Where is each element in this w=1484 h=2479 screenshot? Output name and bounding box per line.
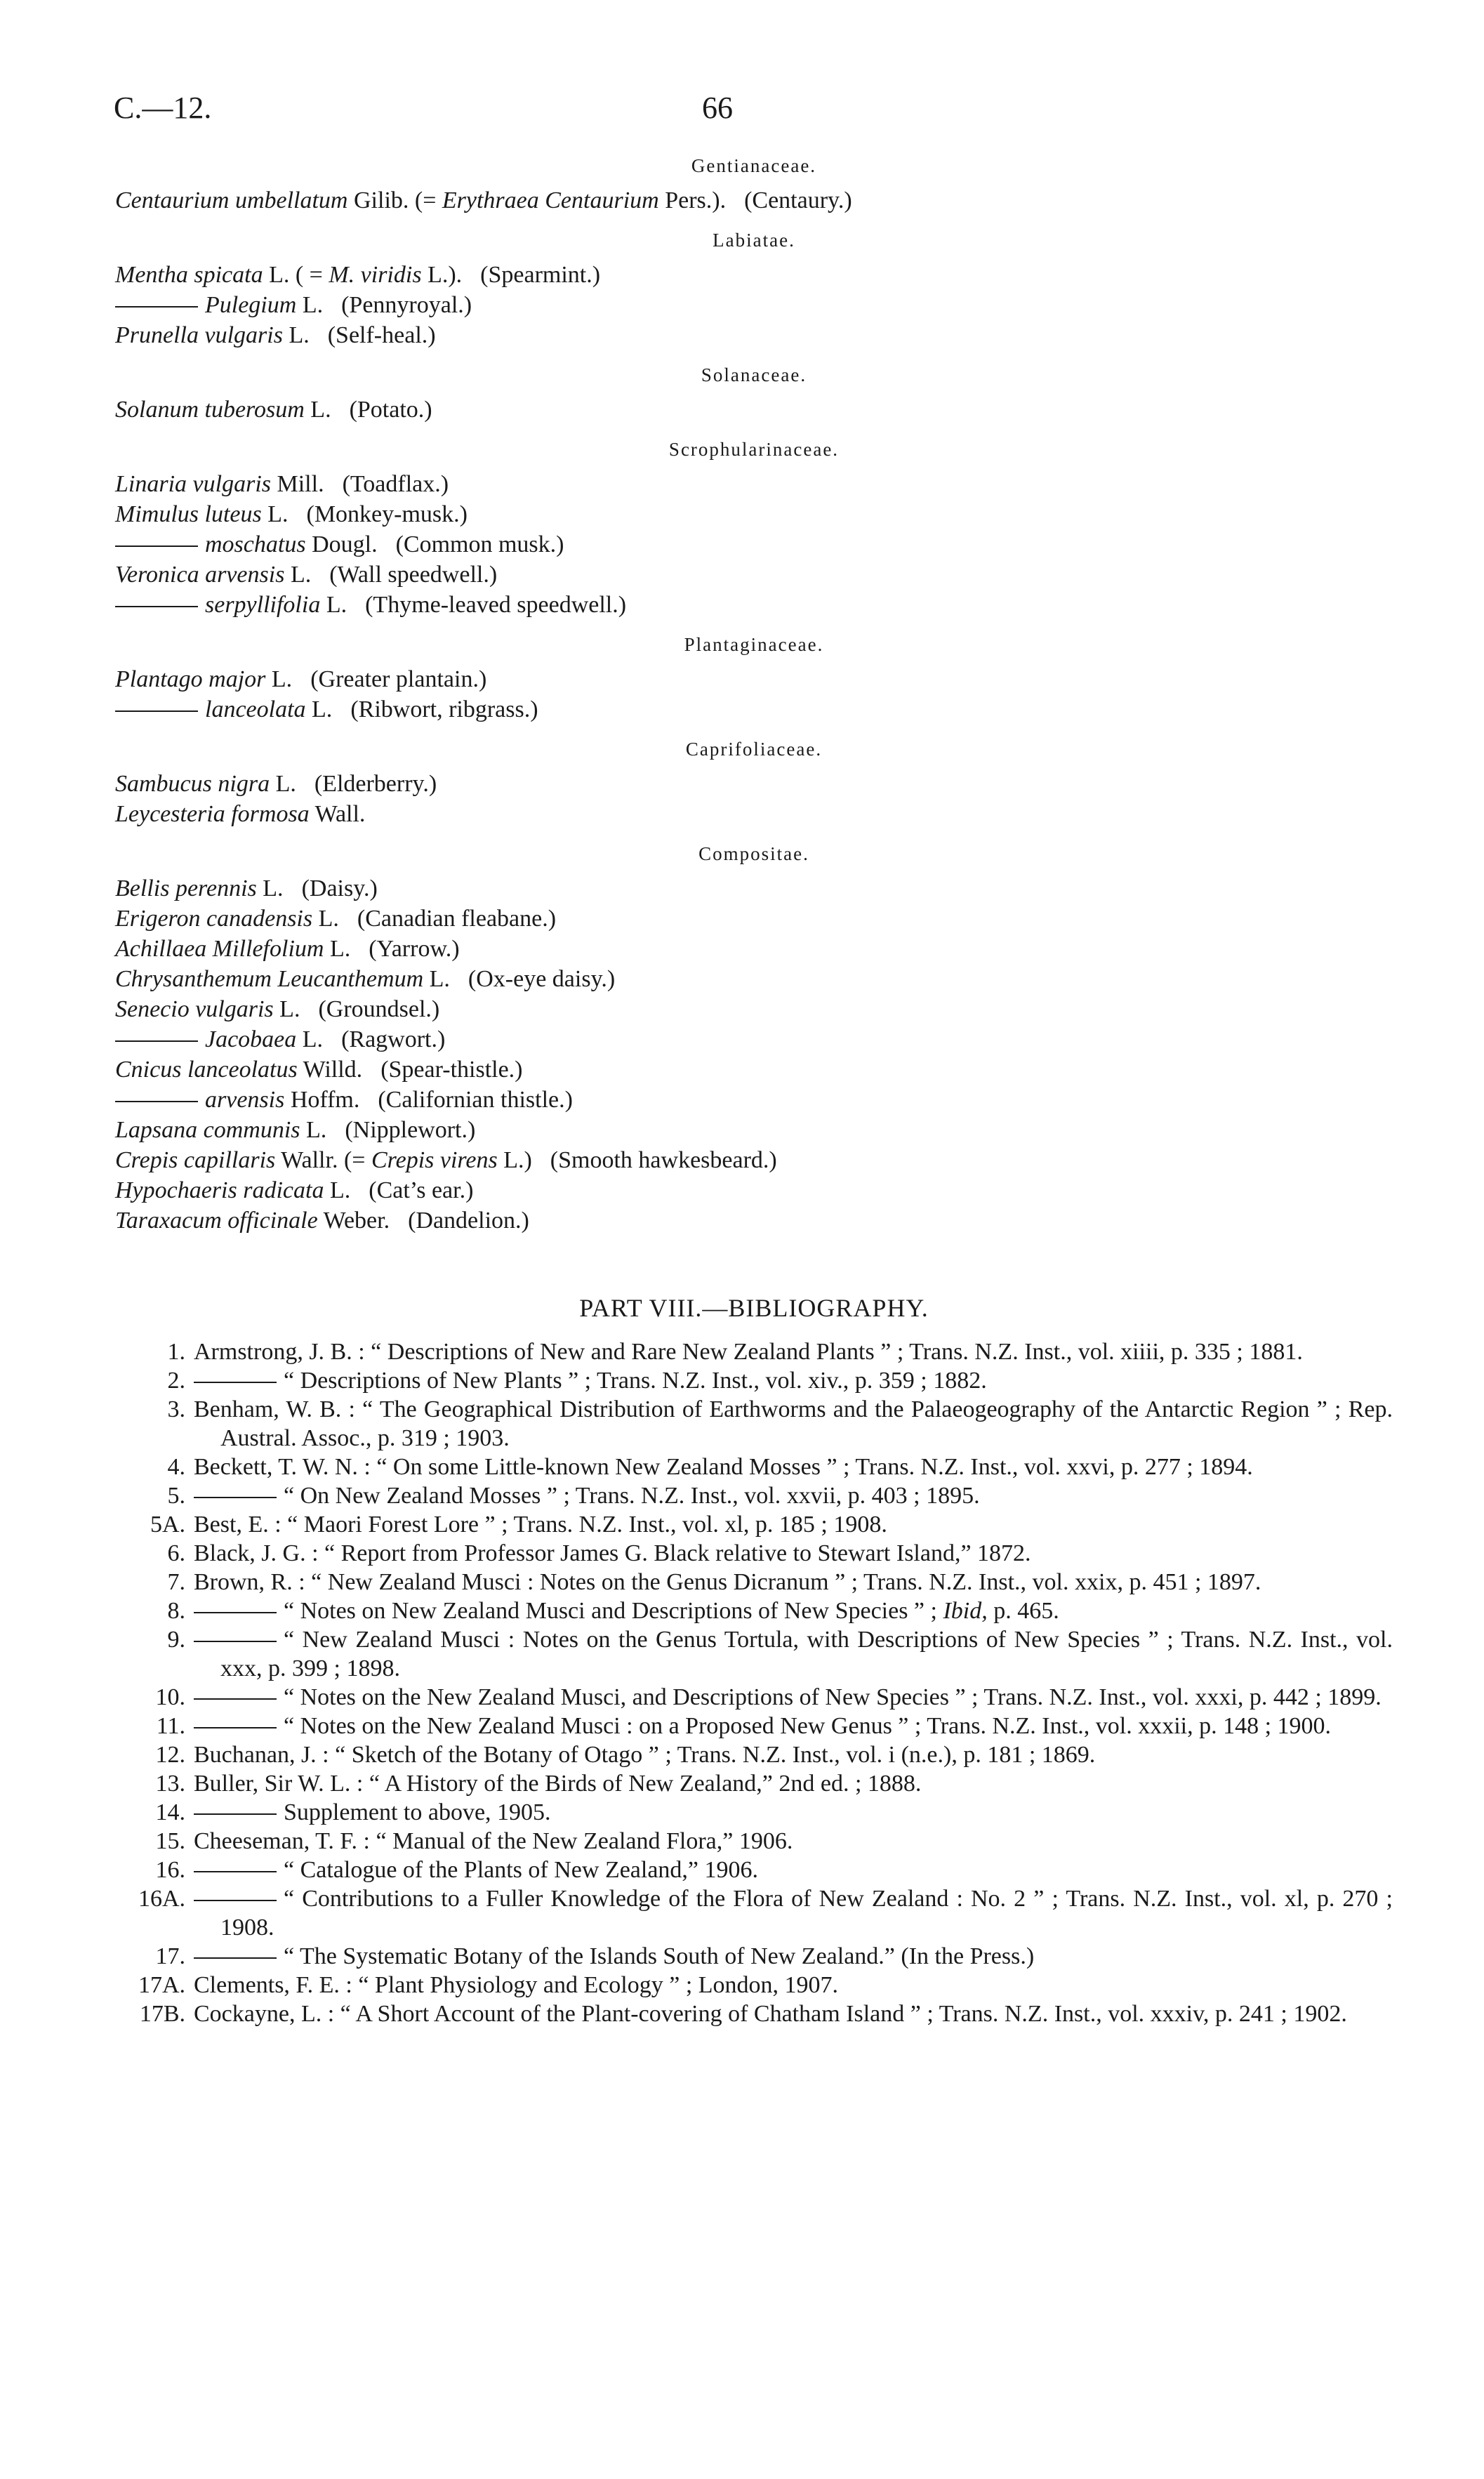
entry-number: 3. bbox=[167, 1396, 185, 1422]
plant-entry bbox=[115, 529, 1393, 560]
common-name: (Spearmint.) bbox=[480, 262, 601, 288]
entry-number: 2. bbox=[167, 1368, 185, 1394]
entry-text bbox=[194, 1366, 1393, 1395]
entry-number: 4. bbox=[167, 1454, 185, 1480]
plant-synonym: Crepis virens bbox=[371, 1147, 498, 1173]
citation-text: Cheeseman, T. F. : “ Manual of the New Zealand Flora,” 1906. bbox=[194, 1828, 793, 1854]
entry-number: 7. bbox=[167, 1569, 185, 1595]
entry-text bbox=[194, 1740, 1393, 1769]
entry-text bbox=[194, 1337, 1393, 1366]
plant-entry bbox=[115, 290, 1393, 320]
plant-author: L. bbox=[267, 501, 289, 527]
plant-genus: Cnicus bbox=[115, 1057, 182, 1083]
plant-genus: Lapsana bbox=[115, 1117, 198, 1143]
plant-epithet: lanceolata bbox=[205, 696, 306, 722]
plant-epithet: spicata bbox=[194, 262, 263, 288]
common-name: (Dandelion.) bbox=[408, 1208, 529, 1234]
citation-text: “ Contributions to a Fuller Knowledge of the Flora of New Zealand : No. 2 ” ; Trans. N.Z. Inst., vol. xl, p. 270 ; 1908. bbox=[220, 1886, 1393, 1941]
plant-genus: Chrysanthemum bbox=[115, 966, 272, 992]
plant-epithet: canadensis bbox=[206, 906, 313, 932]
common-name: (Toadflax.) bbox=[342, 471, 449, 497]
bibliography-entry bbox=[115, 1453, 1393, 1481]
plant-author: L. bbox=[429, 966, 450, 992]
plant-entry bbox=[115, 1085, 1393, 1115]
citation-ibid: Ibid, bbox=[943, 1598, 988, 1624]
plant-author: L. bbox=[279, 996, 300, 1022]
plant-author: L. bbox=[329, 936, 351, 962]
plant-epithet: arvensis bbox=[205, 562, 285, 588]
plant-epithet: Leucanthemum bbox=[277, 966, 424, 992]
bibliography-entry bbox=[115, 1712, 1393, 1740]
repeat-author-dash bbox=[194, 1813, 277, 1815]
common-name: (Common musk.) bbox=[395, 531, 564, 557]
plant-entry bbox=[115, 664, 1393, 694]
entry-number: 17. bbox=[155, 1943, 185, 1969]
bibliography-entry bbox=[115, 1481, 1393, 1510]
plant-genus: Taraxacum bbox=[115, 1208, 222, 1234]
plant-families bbox=[115, 151, 1393, 1236]
entry-number: 9. bbox=[167, 1627, 185, 1653]
plant-genus: Prunella bbox=[115, 322, 199, 348]
plant-epithet: nigra bbox=[218, 771, 270, 797]
plant-entry bbox=[115, 499, 1393, 529]
plant-epithet: communis bbox=[203, 1117, 300, 1143]
bibliography-list bbox=[115, 1337, 1393, 2028]
citation-text: “ Catalogue of the Plants of New Zealand,” 1906. bbox=[284, 1857, 759, 1883]
entry-text bbox=[194, 1827, 1393, 1856]
plant-author: Dougl. bbox=[312, 531, 378, 557]
plant-epithet: tuberosum bbox=[204, 397, 305, 423]
plant-genus: Mentha bbox=[115, 262, 188, 288]
common-name: (Thyme-leaved speedwell.) bbox=[365, 592, 627, 618]
repeat-dash bbox=[115, 1101, 198, 1102]
plant-entry bbox=[115, 1175, 1393, 1205]
plant-genus: Bellis bbox=[115, 875, 170, 901]
plant-entry bbox=[115, 934, 1393, 964]
plant-author: L. bbox=[275, 771, 296, 797]
plant-genus: Achillaea bbox=[115, 936, 207, 962]
entry-text bbox=[194, 1510, 1393, 1539]
plant-epithet: formosa bbox=[231, 801, 310, 827]
entry-number: 15. bbox=[155, 1828, 185, 1854]
citation-text: Buller, Sir W. L. : “ A History of the Birds of New Zealand,” 2nd ed. ; 1888. bbox=[194, 1771, 922, 1797]
plant-epithet: capillaris bbox=[183, 1147, 276, 1173]
citation-text: “ The Systematic Botany of the Islands South of New Zealand.” (In the Press.) bbox=[284, 1943, 1035, 1969]
plant-genus: Senecio bbox=[115, 996, 190, 1022]
bibliography-entry bbox=[115, 1510, 1393, 1539]
entry-number: 17B. bbox=[139, 2001, 185, 2027]
plant-entry bbox=[115, 1205, 1393, 1236]
citation-text: Best, E. : “ Maori Forest Lore ” ; Trans. N.Z. Inst., vol. xl, p. 185 ; 1908. bbox=[194, 1512, 887, 1538]
entry-text bbox=[194, 1481, 1393, 1510]
entry-text bbox=[194, 1884, 1393, 1942]
entry-text bbox=[194, 1798, 1393, 1827]
plant-epithet: Jacobaea bbox=[205, 1026, 297, 1052]
bibliography-entry bbox=[115, 1683, 1393, 1712]
bibliography-entry bbox=[115, 1539, 1393, 1568]
entry-text bbox=[194, 1942, 1393, 1971]
family-heading: Solanaceae. bbox=[701, 364, 807, 385]
citation-text: “ Notes on New Zealand Musci and Descriptions of New Species ” ; bbox=[284, 1598, 937, 1624]
page-number: 66 bbox=[702, 91, 733, 125]
bibliography-entry bbox=[115, 1971, 1393, 1999]
plant-author: Mill. bbox=[277, 471, 324, 497]
common-name: (Potato.) bbox=[349, 397, 432, 423]
entry-text bbox=[194, 1712, 1393, 1740]
plant-author: Hoffm. bbox=[290, 1087, 360, 1113]
plant-epithet: vulgaris bbox=[192, 471, 271, 497]
entry-text bbox=[194, 1683, 1393, 1712]
entry-number: 17A. bbox=[138, 1972, 185, 1998]
entry-text bbox=[194, 1856, 1393, 1884]
citation-text: Clements, F. E. : “ Plant Physiology and Ecology ” ; London, 1907. bbox=[194, 1972, 839, 1998]
plant-author: L. bbox=[263, 875, 284, 901]
plant-entry bbox=[115, 560, 1393, 590]
entry-text bbox=[194, 1539, 1393, 1568]
plant-genus: Centaurium bbox=[115, 187, 230, 213]
plant-epithet: luteus bbox=[204, 501, 262, 527]
bibliography-entry bbox=[115, 1597, 1393, 1625]
entry-number: 13. bbox=[155, 1771, 185, 1797]
plant-author: Wall. bbox=[314, 801, 366, 827]
bibliography-entry bbox=[115, 1798, 1393, 1827]
repeat-author-dash bbox=[194, 1698, 277, 1700]
plant-epithet: vulgaris bbox=[195, 996, 274, 1022]
common-name: (Yarrow.) bbox=[369, 936, 460, 962]
entry-text bbox=[194, 1971, 1393, 1999]
common-name: (Wall speedwell.) bbox=[329, 562, 498, 588]
plant-entry bbox=[115, 994, 1393, 1024]
repeat-dash bbox=[115, 1040, 198, 1042]
entry-text bbox=[194, 1625, 1393, 1683]
bibliography-entry bbox=[115, 1769, 1393, 1798]
plant-epithet: serpyllifolia bbox=[205, 592, 321, 618]
common-name: (Elderberry.) bbox=[314, 771, 437, 797]
citation-text: Supplement to above, 1905. bbox=[284, 1799, 551, 1825]
plant-epithet: lanceolatus bbox=[187, 1057, 298, 1083]
citation-text: Cockayne, L. : “ A Short Account of the Plant-covering of Chatham Island ” ; Trans. N.Z. Inst., vol. xxxiv, p. 241 ; 1902. bbox=[194, 2001, 1347, 2027]
plant-author: Weber. bbox=[323, 1208, 390, 1234]
entry-number: 11. bbox=[156, 1713, 185, 1739]
plant-author: L. bbox=[318, 906, 339, 932]
common-name: (Greater plantain.) bbox=[310, 666, 487, 692]
entry-text bbox=[194, 1395, 1393, 1453]
common-name: (Ox-eye daisy.) bbox=[468, 966, 616, 992]
common-name: (Smooth hawkesbeard.) bbox=[550, 1147, 777, 1173]
common-name: (Self-heal.) bbox=[327, 322, 436, 348]
repeat-dash bbox=[115, 306, 198, 308]
plant-synonym: Erythraea Centaurium bbox=[442, 187, 659, 213]
citation-text: “ On New Zealand Mosses ” ; Trans. N.Z. Inst., vol. xxvii, p. 403 ; 1895. bbox=[284, 1483, 980, 1509]
repeat-author-dash bbox=[194, 1641, 277, 1642]
plant-author: L. bbox=[289, 322, 310, 348]
plant-entry bbox=[115, 964, 1393, 994]
repeat-dash bbox=[115, 546, 198, 547]
plant-author: L. bbox=[302, 292, 324, 318]
bibliography-entry bbox=[115, 1884, 1393, 1942]
plant-author: L. bbox=[326, 592, 347, 618]
citation-text: “ Notes on the New Zealand Musci, and Descriptions of New Species ” ; Trans. N.Z. Inst., vol. xxxi, p. 442 ; 1899. bbox=[284, 1684, 1382, 1710]
plant-epithet: radicata bbox=[243, 1177, 324, 1203]
citation-text: Beckett, T. W. N. : “ On some Little-known New Zealand Mosses ” ; Trans. N.Z. Inst., vol. xxvi, p. 277 ; 1894. bbox=[194, 1454, 1253, 1480]
entry-number: 6. bbox=[167, 1540, 185, 1566]
plant-entry bbox=[115, 1055, 1393, 1085]
citation-text: Brown, R. : “ New Zealand Musci : Notes on the Genus Dicranum ” ; Trans. N.Z. Inst., vol. xxix, p. 451 ; 1897. bbox=[194, 1569, 1261, 1595]
plant-entry bbox=[115, 185, 1393, 216]
plant-genus: Hypochaeris bbox=[115, 1177, 237, 1203]
repeat-dash bbox=[115, 710, 198, 712]
entry-number: 16A. bbox=[138, 1886, 185, 1912]
entry-text bbox=[194, 1769, 1393, 1798]
entry-number: 12. bbox=[155, 1742, 185, 1768]
plant-genus: Crepis bbox=[115, 1147, 178, 1173]
plant-epithet: arvensis bbox=[205, 1087, 285, 1113]
plant-genus: Solanum bbox=[115, 397, 199, 423]
plant-author: Wallr. (= bbox=[281, 1147, 366, 1173]
common-name: (Daisy.) bbox=[301, 875, 378, 901]
bibliography-entry bbox=[115, 1740, 1393, 1769]
citation-page: p. 465. bbox=[993, 1598, 1059, 1624]
bibliography-entry bbox=[115, 1568, 1393, 1597]
plant-entry bbox=[115, 769, 1393, 799]
plant-genus: Linaria bbox=[115, 471, 187, 497]
plant-author: L. bbox=[271, 666, 293, 692]
common-name: (Pennyroyal.) bbox=[341, 292, 472, 318]
plant-epithet: perennis bbox=[175, 875, 257, 901]
plant-author: L. bbox=[302, 1026, 324, 1052]
plant-author: L. bbox=[310, 397, 331, 423]
common-name: (Cat’s ear.) bbox=[369, 1177, 474, 1203]
plant-genus: Mimulus bbox=[115, 501, 199, 527]
family-heading: Plantaginaceae. bbox=[684, 634, 824, 655]
citation-text: “ Descriptions of New Plants ” ; Trans. N.Z. Inst., vol. xiv., p. 359 ; 1882. bbox=[284, 1368, 987, 1394]
bibliography-entry bbox=[115, 1625, 1393, 1683]
family-heading: Compositae. bbox=[698, 843, 809, 864]
repeat-dash bbox=[115, 606, 198, 607]
synonym-author: L.). bbox=[428, 262, 463, 288]
entry-number: 1. bbox=[167, 1339, 185, 1365]
plant-author: Gilib. (= bbox=[354, 187, 437, 213]
bibliography-entry bbox=[115, 1827, 1393, 1856]
plant-genus: Sambucus bbox=[115, 771, 212, 797]
plant-author: L. ( = bbox=[269, 262, 323, 288]
citation-text: “ New Zealand Musci : Notes on the Genus Tortula, with Descriptions of New Species ” ; Trans. N.Z. Inst., vol. xxx, p. 399 ; 1898. bbox=[220, 1627, 1393, 1681]
entry-number: 5. bbox=[167, 1483, 185, 1509]
bibliography-entry bbox=[115, 1337, 1393, 1366]
plant-entry bbox=[115, 395, 1393, 425]
plant-epithet: moschatus bbox=[205, 531, 306, 557]
plant-author: Willd. bbox=[303, 1057, 363, 1083]
plant-genus: Erigeron bbox=[115, 906, 201, 932]
bibliography-entry bbox=[115, 1942, 1393, 1971]
repeat-author-dash bbox=[194, 1497, 277, 1498]
plant-author: L. bbox=[329, 1177, 351, 1203]
plant-epithet: Millefolium bbox=[212, 936, 324, 962]
plant-genus: Plantago bbox=[115, 666, 203, 692]
bibliography-entry bbox=[115, 1395, 1393, 1453]
plant-entry bbox=[115, 1145, 1393, 1175]
plant-author: L. bbox=[312, 696, 333, 722]
entry-number: 16. bbox=[155, 1857, 185, 1883]
citation-text: Black, J. G. : “ Report from Professor James G. Black relative to Stewart Island,” 1872. bbox=[194, 1540, 1031, 1566]
citation-text: Armstrong, J. B. : “ Descriptions of New and Rare New Zealand Plants ” ; Trans. N.Z. Inst., vol. xiiii, p. 335 ; 1881. bbox=[194, 1339, 1303, 1365]
plant-epithet: vulgaris bbox=[204, 322, 283, 348]
plant-entry bbox=[115, 1115, 1393, 1145]
entry-number: 10. bbox=[155, 1684, 185, 1710]
entry-number: 14. bbox=[155, 1799, 185, 1825]
bibliography-title: PART VIII.—BIBLIOGRAPHY. bbox=[579, 1294, 929, 1322]
plant-entry bbox=[115, 694, 1393, 725]
citation-text: Buchanan, J. : “ Sketch of the Botany of Otago ” ; Trans. N.Z. Inst., vol. i (n.e.), p. 181 ; 1869. bbox=[194, 1742, 1096, 1768]
plant-entry bbox=[115, 904, 1393, 934]
synonym-author: Pers.). bbox=[665, 187, 727, 213]
repeat-author-dash bbox=[194, 1612, 277, 1613]
repeat-author-dash bbox=[194, 1900, 277, 1901]
plant-entry bbox=[115, 590, 1393, 620]
common-name: (Ribwort, ribgrass.) bbox=[350, 696, 538, 722]
entry-number: 5A. bbox=[150, 1512, 185, 1538]
plant-epithet: officinale bbox=[227, 1208, 318, 1234]
common-name: (Monkey-musk.) bbox=[306, 501, 468, 527]
citation-text: Benham, W. B. : “ The Geographical Distribution of Earthworms and the Palaeogeography of the Antarctic Region ” ; Rep. Austral. Assoc., p. 319 ; 1903. bbox=[194, 1396, 1393, 1451]
family-heading: Labiatae. bbox=[713, 230, 795, 251]
entry-text bbox=[194, 1568, 1393, 1597]
document-code: C.—12. bbox=[114, 91, 212, 125]
plant-author: L. bbox=[290, 562, 312, 588]
page-content bbox=[115, 151, 1393, 2028]
plant-genus: Veronica bbox=[115, 562, 199, 588]
repeat-author-dash bbox=[194, 1727, 277, 1728]
entry-text bbox=[194, 1999, 1393, 2028]
plant-genus: Leycesteria bbox=[115, 801, 225, 827]
entry-text bbox=[194, 1453, 1393, 1481]
family-heading: Scrophularinaceae. bbox=[668, 439, 840, 460]
plant-epithet: major bbox=[208, 666, 266, 692]
common-name: (Nipplewort.) bbox=[345, 1117, 476, 1143]
synonym-author: L.) bbox=[503, 1147, 532, 1173]
common-name: (Centaury.) bbox=[744, 187, 852, 213]
repeat-author-dash bbox=[194, 1871, 277, 1872]
plant-entry bbox=[115, 260, 1393, 290]
plant-synonym: M. viridis bbox=[329, 262, 422, 288]
plant-entry bbox=[115, 873, 1393, 904]
plant-entry bbox=[115, 799, 1393, 829]
entry-number: 8. bbox=[167, 1598, 185, 1624]
common-name: (Canadian fleabane.) bbox=[357, 906, 557, 932]
bibliography-entry bbox=[115, 1856, 1393, 1884]
plant-author: L. bbox=[306, 1117, 327, 1143]
repeat-author-dash bbox=[194, 1382, 277, 1383]
citation-text: “ Notes on the New Zealand Musci : on a Proposed New Genus ” ; Trans. N.Z. Inst., vol. xxxii, p. 148 ; 1900. bbox=[284, 1713, 1332, 1739]
plant-epithet: Pulegium bbox=[205, 292, 297, 318]
entry-text bbox=[194, 1597, 1393, 1625]
plant-epithet: umbellatum bbox=[234, 187, 348, 213]
family-heading: Caprifoliaceae. bbox=[685, 739, 823, 760]
plant-entry bbox=[115, 1024, 1393, 1055]
common-name: (Californian thistle.) bbox=[378, 1087, 573, 1113]
common-name: (Groundsel.) bbox=[318, 996, 440, 1022]
bibliography-entry bbox=[115, 1366, 1393, 1395]
common-name: (Spear-thistle.) bbox=[380, 1057, 523, 1083]
plant-entry bbox=[115, 469, 1393, 499]
common-name: (Ragwort.) bbox=[341, 1026, 446, 1052]
repeat-author-dash bbox=[194, 1957, 277, 1959]
plant-entry bbox=[115, 320, 1393, 350]
family-heading: Gentianaceae. bbox=[691, 155, 817, 176]
bibliography-entry bbox=[115, 1999, 1393, 2028]
